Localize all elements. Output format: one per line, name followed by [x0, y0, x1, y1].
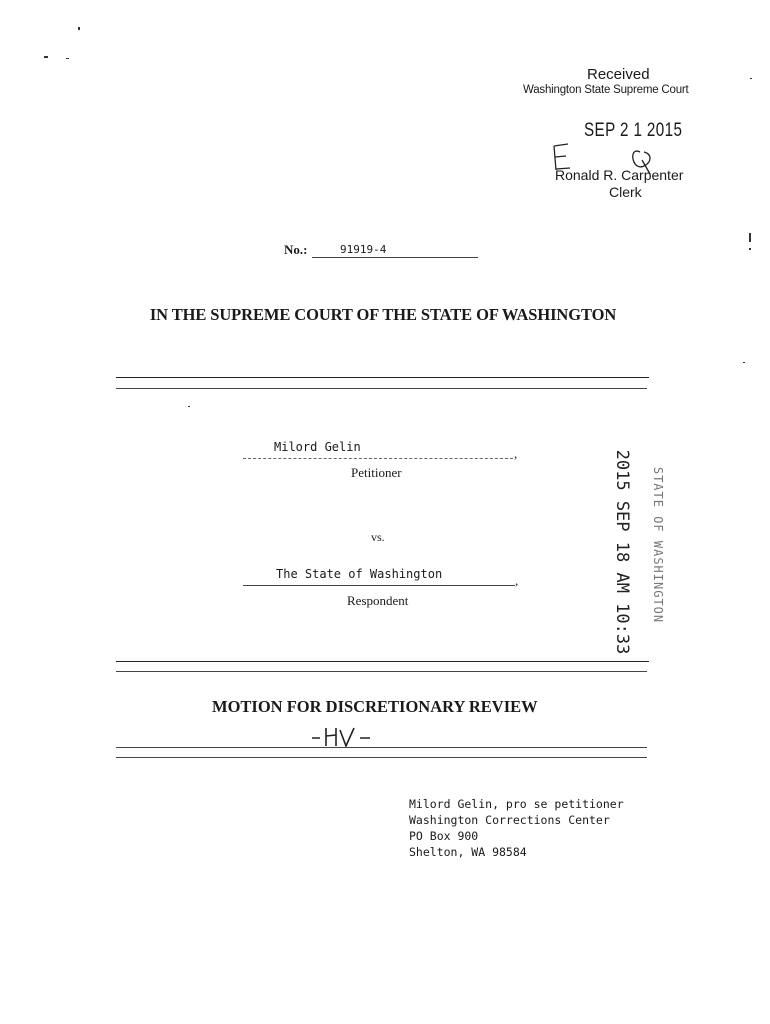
received-heading: Received: [587, 66, 650, 83]
caption-top-rule-2: [116, 388, 647, 389]
scan-speck: [66, 58, 69, 59]
petitioner-comma: ,: [514, 446, 518, 461]
case-number-label: No.:: [284, 242, 308, 257]
scan-speck: [78, 27, 80, 30]
petitioner-role: Petitioner: [351, 465, 402, 480]
case-number-line: [312, 257, 478, 258]
caption-bottom-rule: [116, 661, 649, 662]
scan-speck: [750, 78, 752, 79]
clerk-name: Ronald R. Carpenter: [555, 167, 684, 183]
respondent-role: Respondent: [347, 593, 409, 608]
caption-bottom-rule-2: [116, 671, 647, 672]
title-rule-2: [116, 757, 647, 758]
scan-speck: [188, 406, 190, 407]
received-court: Washington State Supreme Court: [523, 84, 689, 96]
filed-stamp-state: STATE OF WASHINGTON: [651, 466, 665, 624]
caption-top-rule: [116, 377, 649, 378]
filer-line-4: Shelton, WA 98584: [409, 845, 527, 859]
scan-speck: [749, 248, 751, 250]
case-number: 91919-4: [340, 243, 387, 256]
received-date: SEP 2 1 2015: [584, 120, 683, 141]
clerk-title: Clerk: [609, 184, 642, 200]
respondent-line: [243, 585, 515, 586]
versus: vs.: [371, 530, 385, 544]
scan-speck: [743, 362, 745, 363]
scan-speck: [749, 233, 751, 242]
respondent-name: The State of Washington: [276, 567, 443, 581]
filer-line-2: Washington Corrections Center: [409, 813, 610, 827]
respondent-comma: ,: [515, 573, 519, 588]
filer-line-3: PO Box 900: [409, 829, 479, 843]
court-heading: IN THE SUPREME COURT OF THE STATE OF WASHINGTON: [149, 305, 617, 324]
scan-speck: [44, 56, 48, 58]
petitioner-name: Milord Gelin: [274, 440, 361, 454]
title-rule-1: [116, 747, 647, 748]
filed-stamp-datetime: 2015 SEP 18 AM 10:33: [612, 449, 632, 655]
petitioner-line: [243, 458, 513, 459]
filer-line-1: Milord Gelin, pro se petitioner: [409, 797, 624, 811]
document-title: MOTION FOR DISCRETIONARY REVIEW: [212, 697, 538, 716]
